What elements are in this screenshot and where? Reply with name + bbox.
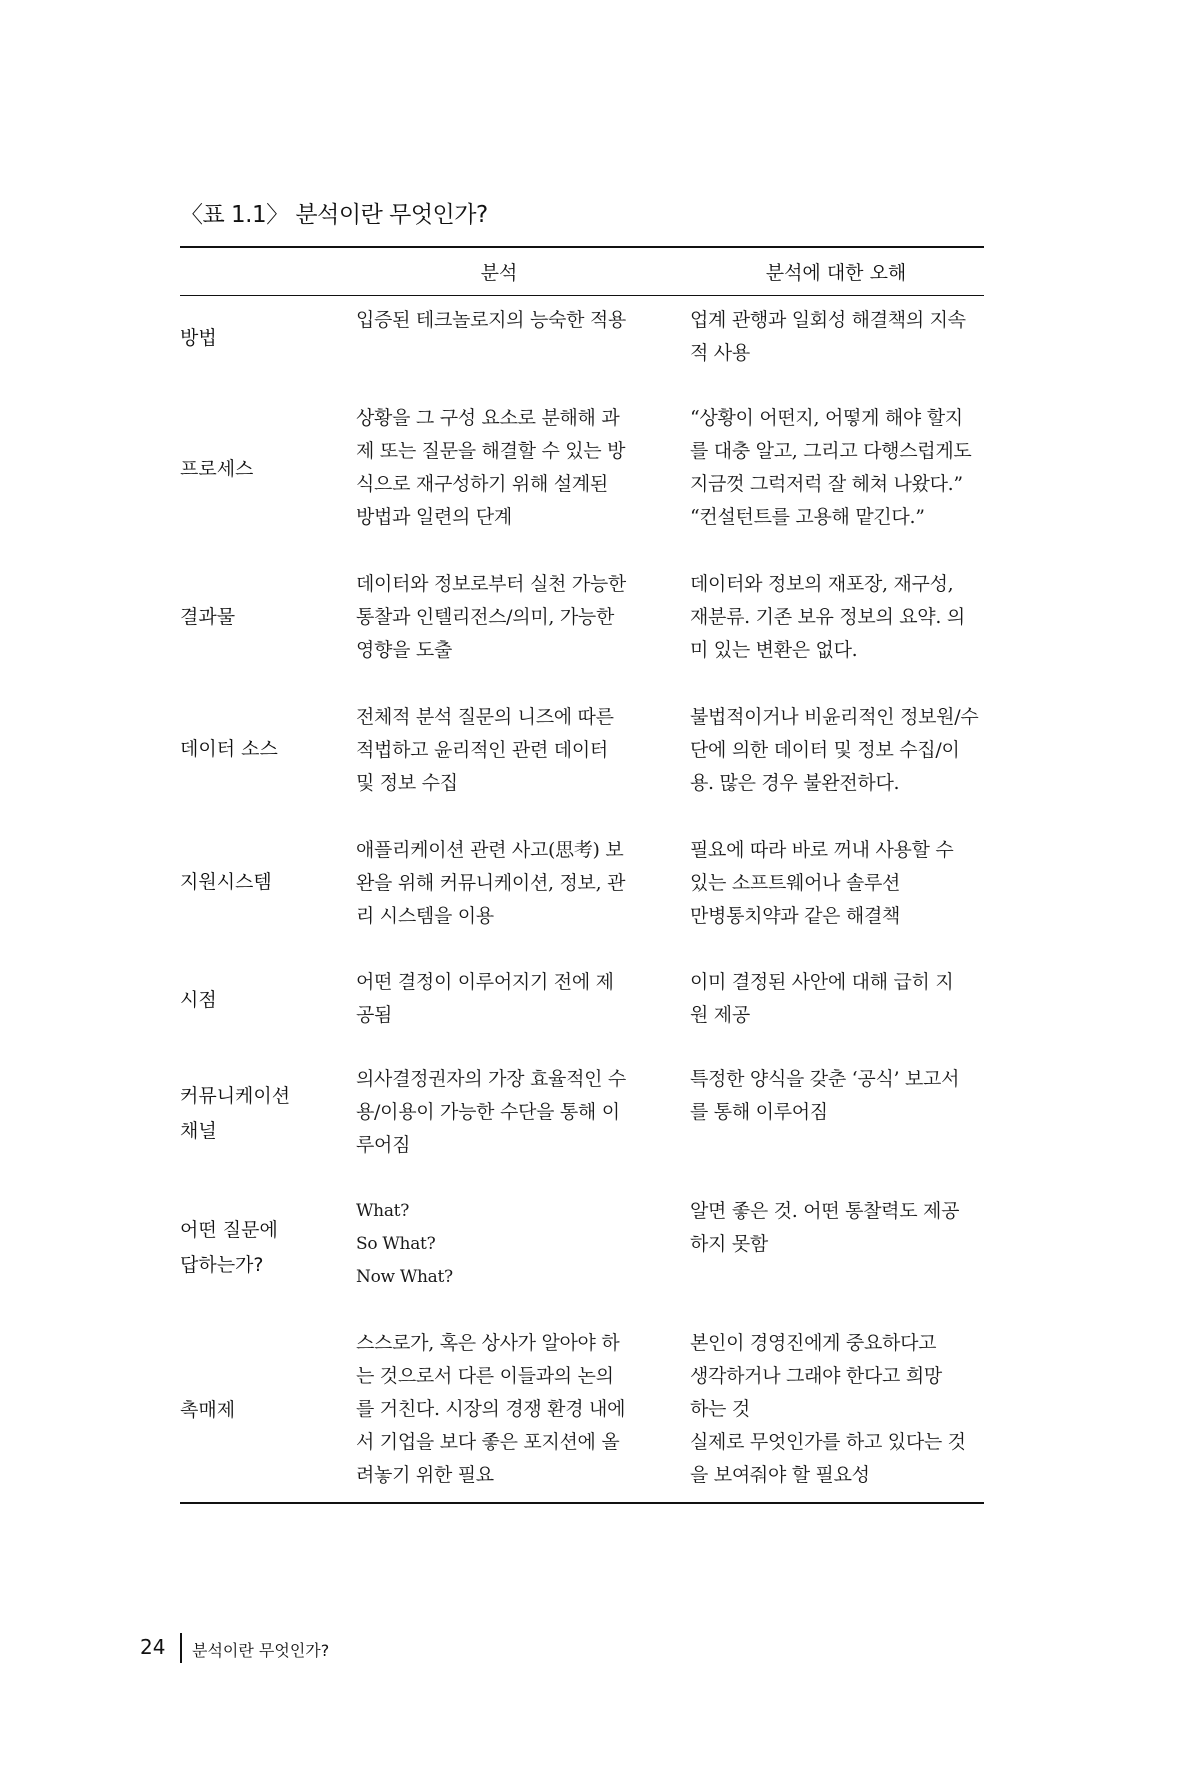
analysis-cell: What? So What? Now What? (356, 1201, 453, 1287)
table-bottom-rule (180, 1502, 984, 1504)
analysis-cell: 상황을 그 구성 요소로 분해해 과 제 또는 질문을 해결할 수 있는 방 식으로 재구성하기 위해 설계된 방법과 일련의 단계 (356, 407, 626, 528)
analysis-cell: 입증된 테크놀로지의 능숙한 적용 (356, 309, 626, 331)
row-category: 시점 (180, 989, 217, 1011)
table-top-rule (180, 246, 984, 248)
row-category: 결과물 (180, 606, 236, 628)
analysis-cell: 스스로가, 혹은 상사가 알아야 하 는 것으로서 다른 이들과의 논의 를 거친다. 시장의 경쟁 환경 내에 서 기업을 보다 좋은 포지션에 올 려놓기 위한 필요 (356, 1332, 626, 1486)
row-category: 방법 (180, 327, 217, 349)
row-category: 어떤 질문에 답하는가? (180, 1219, 278, 1276)
footer-divider (180, 1633, 182, 1663)
table-caption: 〈표 1.1〉 분석이란 무엇인가? (180, 202, 488, 228)
misconception-cell: 데이터와 정보의 재포장, 재구성, 재분류. 기존 보유 정보의 요약. 의 미 있는 변환은 없다. (690, 573, 965, 661)
misconception-cell: “상황이 어떤지, 어떻게 해야 할지 를 대충 알고, 그리고 다행스럽게도 지금껏 그럭저럭 잘 헤쳐 나왔다.” “컨설턴트를 고용해 맡긴다.” (690, 407, 972, 528)
column-header-analysis: 분석 (480, 262, 518, 284)
misconception-cell: 특정한 양식을 갖춘 ‘공식’ 보고서 를 통해 이루어짐 (690, 1068, 960, 1123)
column-header-misconception: 분석에 대한 오해 (765, 262, 907, 284)
misconception-cell: 업계 관행과 일회성 해결책의 지속 적 사용 (690, 309, 966, 364)
misconception-cell: 알면 좋은 것. 어떤 통찰력도 제공 하지 못함 (690, 1200, 960, 1255)
analysis-cell: 전체적 분석 질문의 니즈에 따른 적법하고 윤리적인 관련 데이터 및 정보 수집 (356, 706, 614, 794)
analysis-cell: 어떤 결정이 이루어지기 전에 제 공됨 (356, 971, 614, 1026)
analysis-cell: 의사결정권자의 가장 효율적인 수 용/이용이 가능한 수단을 통해 이 루어짐 (356, 1068, 626, 1156)
row-category: 커뮤니케이션 채널 (180, 1085, 291, 1142)
misconception-cell: 불법적이거나 비윤리적인 정보원/수 단에 의한 데이터 및 정보 수집/이 용. 많은 경우 불완전하다. (690, 706, 979, 794)
analysis-cell: 애플리케이션 관련 사고(思考) 보 완을 위해 커뮤니케이션, 정보, 관 리 시스템을 이용 (356, 839, 626, 927)
misconception-cell: 본인이 경영진에게 중요하다고 생각하거나 그래야 한다고 희망 하는 것 실제로 무엇인가를 하고 있다는 것 을 보여줘야 할 필요성 (690, 1332, 966, 1486)
misconception-cell: 이미 결정된 사안에 대해 급히 지 원 제공 (690, 971, 954, 1026)
page-number: 24 (140, 1635, 166, 1659)
table-header-rule (180, 295, 984, 296)
row-category: 데이터 소스 (180, 738, 278, 760)
analysis-cell: 데이터와 정보로부터 실천 가능한 통찰과 인텔리전스/의미, 가능한 영향을 도출 (356, 573, 626, 661)
row-category: 지원시스템 (180, 871, 272, 893)
running-footer-title: 분석이란 무엇인가? (192, 1641, 330, 1660)
misconception-cell: 필요에 따라 바로 꺼내 사용할 수 있는 소프트웨어나 솔루션 만병통치약과 같은 해결책 (690, 839, 954, 927)
row-category: 프로세스 (180, 458, 254, 480)
row-category: 촉매제 (180, 1399, 236, 1421)
